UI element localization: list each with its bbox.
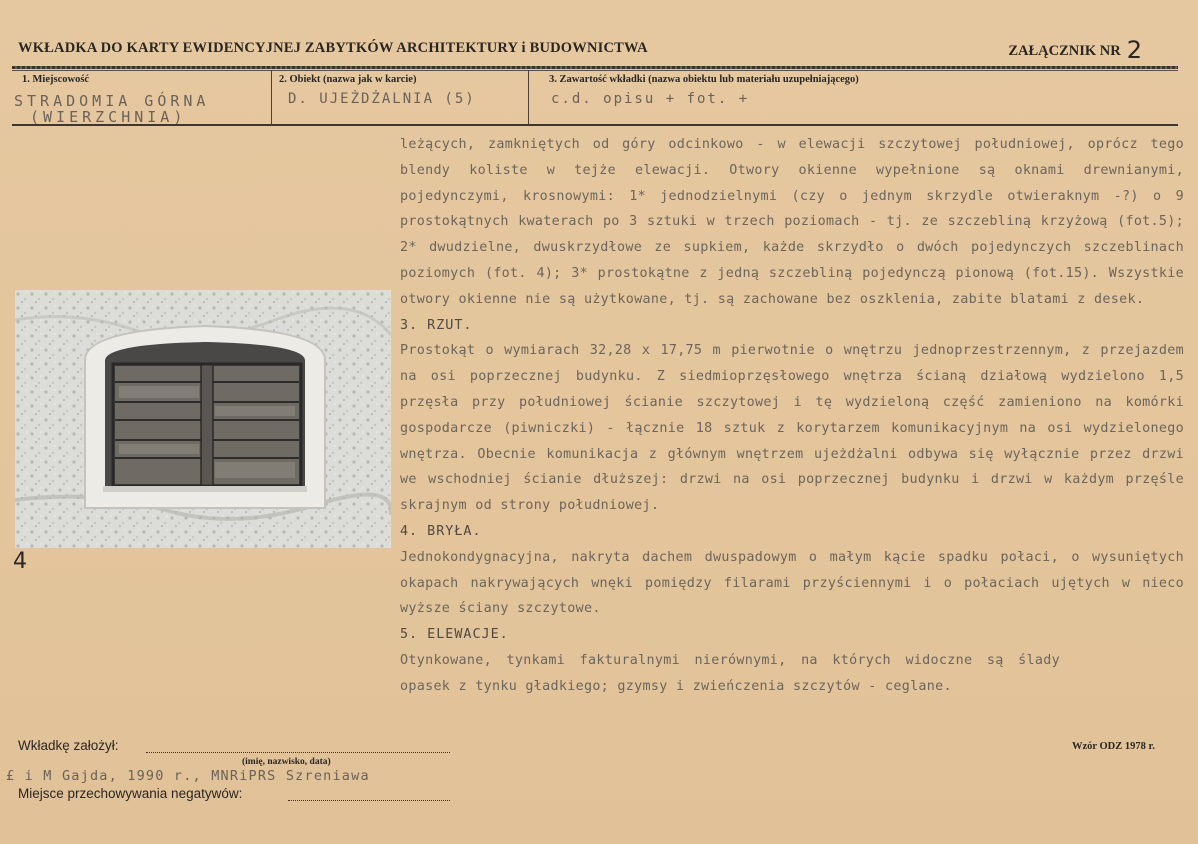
object-label: 2. Obiekt (nazwa jak w karcie) xyxy=(279,74,417,85)
window-photograph xyxy=(15,290,391,548)
heading-massing: 4. BRYŁA. xyxy=(400,523,482,539)
author-label: Wkładkę założył: xyxy=(18,738,119,753)
form-template-code: Wzór ODZ 1978 r. xyxy=(1072,741,1155,752)
object-value: D. UJEŻDŻALNIA (5) xyxy=(288,91,476,107)
field-divider-2 xyxy=(528,70,529,124)
negatives-line xyxy=(288,800,450,801)
header-rule xyxy=(12,66,1178,69)
locality-value-line2: (WIERZCHNIA) xyxy=(30,108,187,126)
form-title: WKŁADKA DO KARTY EWIDENCYJNEJ ZABYTKÓW ARCHITEKTURY i BUDOWNICTWA xyxy=(18,40,648,56)
paragraph-windows: leżących, zamkniętych od góry odcinkowo - w elewacji szczytowej południowej, oprócz tego blendy koliste w tejże elewacji. Otwory okienne wypełnione są oknami drewnianymi, pojedynczymi, krosnowymi: 1* jednodzielnymi (czy o jednym skrzydle otwieraknym -?) o 9 prostokątnych kwaterach po 3 sztuki w trzech poziomach - tj. ze szczebliną krzyżową (fot.5); 2* dwudzielne, dwuskrzydłowe ze supkiem, każde skrzydło o dwóch pojedynczych szczeblinach poziomych (fot. 4); 3* prostokątne z jedną szczebliną pojedynczą pionową (fot.15). Wszystkie otwory okienne nie są użytkowane, tj. są zachowane bez oszklenia, zabite blatami z desek. xyxy=(400,137,1184,307)
locality-label: 1. Miejscowość xyxy=(22,74,90,85)
description-text xyxy=(400,132,1184,700)
heading-elevations: 5. ELEWACJE. xyxy=(400,627,509,643)
paragraph-plan: Prostokąt o wymiarach 32,28 x 17,75 m pierwotnie o wnętrzu jednoprzestrzennym, z przejazdem na osi poprzecznej budynku. Z siedmioprzęsłowego wnętrza ścianą działową wydzielono 1,5 przęsła przy południowej ścianie szczytowej i tę wydzieloną część zamieniono na komórki gospodarcze (piwniczki) - łącznie 18 sztuk z korytarzem komunikacyjnym na osi wydzielonego wnętrza. Obecnie komunikacja z głównym wnętrzem ujeżdżalni odbywa się wyłącznie przez drzwi we wschodniej ścianie dłuższej: drzwi na osi poprzecznej budynku i drzwi w każdym przęśle skrajnym od strony południowej. xyxy=(400,343,1184,514)
photo-number: 4 xyxy=(13,549,27,574)
paragraph-massing: Jednokondygnacyjna, nakryta dachem dwuspadowym o małym kącie spadku połaci, o wysuniętych okapach nakrywających wnęki pomiędzy filarami przyściennymi i o połaciach ujętych w nieco wyższe ściany szczytowe. xyxy=(400,549,1184,617)
attachment-number: 2 xyxy=(1126,36,1142,64)
content-label: 3. Zawartość wkładki (nazwa obiektu lub materiału uzupełniającego) xyxy=(549,74,859,85)
author-line xyxy=(146,752,450,753)
content-value: c.d. opisu + fot. + xyxy=(551,91,750,107)
author-value: £ i M Gajda, 1990 r., MNRiPRS Szreniawa xyxy=(6,768,370,784)
header-rule-thin xyxy=(12,70,1178,71)
attachment-label: ZAŁĄCZNIK NR xyxy=(1008,43,1121,59)
heading-plan: 3. RZUT. xyxy=(400,317,473,333)
fields-bottom-rule xyxy=(12,124,1178,126)
locality-value-line1: STRADOMIA GÓRNA xyxy=(14,92,210,110)
field-divider-1 xyxy=(271,70,272,124)
paragraph-elevations: Otynkowane, tynkami fakturalnymi nierównymi, na których widoczne są ślady opasek z tynku gładkiego; gzymsy i zwieńczenia szczytów - ceglane. xyxy=(400,652,1060,694)
attachment-heading xyxy=(1008,36,1142,64)
author-sublabel: (imię, nazwisko, data) xyxy=(242,757,331,767)
negatives-label: Miejsce przechowywania negatywów: xyxy=(18,786,243,801)
